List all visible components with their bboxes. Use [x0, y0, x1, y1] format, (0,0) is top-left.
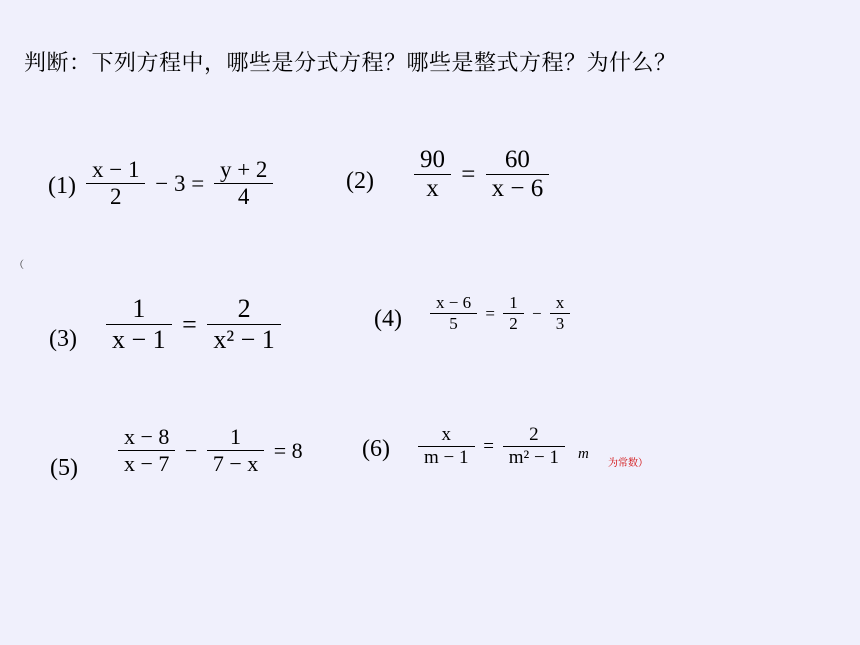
equation-1: $\frac{x - 1}{2}$ − 3 = $\frac{y + 2}{4}$	[86, 157, 273, 210]
equation-2: $\frac{90}{x}$ = $\frac{60}{x - 6}$	[414, 146, 549, 203]
equation-3: $\frac{1}{x - 1}$ = $\frac{2}{\text{x² − 1}}$	[106, 294, 281, 355]
equation-6-label: (6)	[362, 436, 390, 462]
equation-4-label: (4)	[374, 306, 402, 332]
fraction: $\frac{x - 8}{x - 7}$	[118, 424, 175, 477]
equation-4: $\frac{x - 6}{5}$ = $\frac{1}{2}$ − $\frac{x}{3}$	[430, 293, 570, 334]
equation-3-label: (3)	[49, 326, 77, 352]
fraction: $\frac{2}{\text{x² − 1}}$	[207, 294, 280, 355]
fraction: $\frac{1}{7 - x}$	[207, 424, 264, 477]
equation-2-label: (2)	[346, 168, 374, 194]
equation-6: $\frac{x}{m - 1}$ = $\frac{2}{\text{m² − 1}}$	[418, 424, 565, 469]
variable-m: m	[578, 446, 589, 462]
fraction: $\frac{x}{3}$	[550, 293, 571, 334]
fraction: $\frac{y + 2}{4}$	[214, 157, 273, 210]
equation-5-label: (5)	[50, 455, 78, 481]
constant-note: 为常数）	[608, 458, 648, 469]
fraction: $\frac{2}{\text{m² − 1}}$	[503, 424, 565, 469]
fraction: $\frac{x - 6}{5}$	[430, 293, 477, 334]
fraction: $\frac{1}{2}$	[503, 293, 524, 334]
stray-paren: （	[14, 260, 24, 271]
fraction: $\frac{90}{x}$	[414, 146, 451, 203]
fraction: $\frac{x}{m - 1}$	[418, 424, 475, 469]
fraction: $\frac{1}{x - 1}$	[106, 294, 172, 355]
equation-5: $\frac{x - 8}{x - 7}$ − $\frac{1}{7 - x}$ = 8	[118, 424, 307, 477]
equation-1-label: (1)	[48, 173, 76, 199]
question-text: 判断：下列方程中，哪些是分式方程？哪些是整式方程？为什么？	[24, 51, 677, 76]
fraction: $\frac{60}{x - 6}$	[486, 146, 550, 203]
fraction: $\frac{x - 1}{2}$	[86, 157, 145, 210]
